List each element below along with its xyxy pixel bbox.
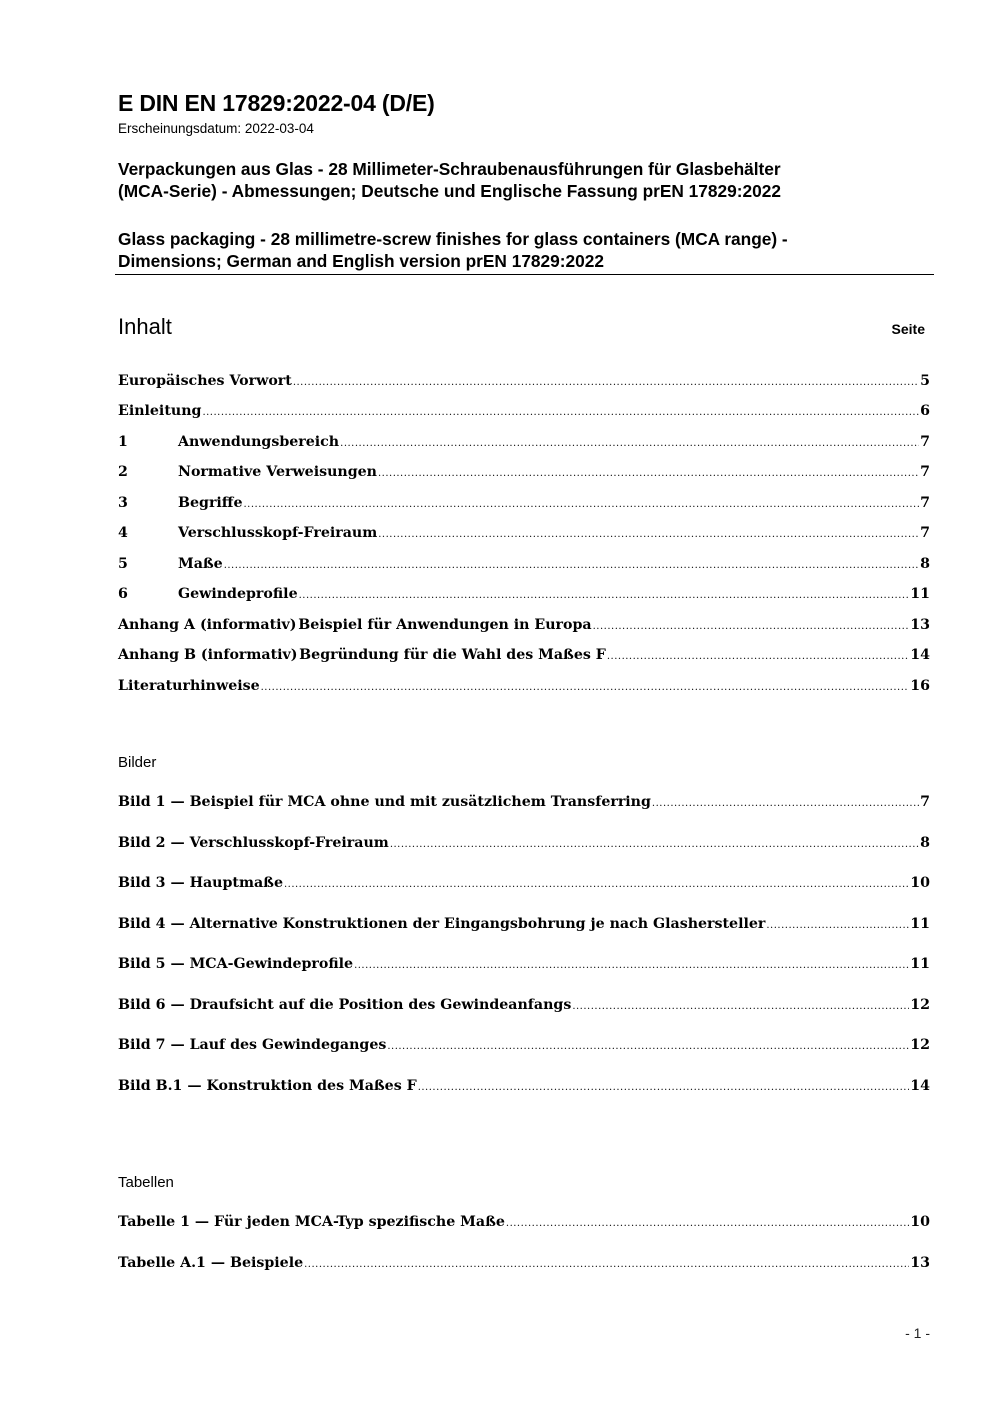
figure-entry[interactable] (118, 1035, 930, 1057)
toc-entry[interactable] (118, 401, 930, 423)
publication-date: Erscheinungsdatum: 2022-03-04 (118, 121, 314, 136)
toc-entry-page: 7 (920, 495, 930, 511)
figure-entry-label: Bild 2 — Verschlusskopf-Freiraum (118, 835, 389, 851)
figure-entry[interactable] (118, 1076, 930, 1098)
toc-entry-page: 7 (920, 525, 930, 541)
toc-entry-label: Maße (178, 556, 223, 572)
toc-entry[interactable] (118, 554, 930, 576)
toc-leader (224, 556, 919, 576)
figure-entry-page: 7 (920, 794, 930, 810)
toc-entry-label: Verschlusskopf-Freiraum (178, 525, 378, 541)
toc-entry[interactable] (118, 462, 930, 484)
toc-entry-label: Einleitung (118, 403, 202, 419)
toc-entry[interactable] (118, 523, 930, 545)
table-entry-page: 10 (910, 1214, 930, 1230)
header-divider (115, 274, 934, 275)
toc-leader (572, 997, 909, 1017)
page-column-label: Seite (891, 321, 925, 337)
title-english-line-1: Glass packaging - 28 millimetre-screw finishes for glass containers (MCA range) - (118, 229, 788, 249)
toc-entry-page: 7 (920, 434, 930, 450)
figure-entry-label: Bild 3 — Hauptmaße (118, 875, 283, 891)
toc-entry-label: Begriffe (178, 495, 243, 511)
tables-heading: Tabellen (118, 1174, 174, 1191)
toc-leader (506, 1214, 909, 1234)
toc-leader (607, 647, 909, 667)
toc-entry[interactable] (118, 615, 930, 637)
toc-leader (418, 1078, 910, 1098)
figure-entry-label: Bild 5 — MCA-Gewindeprofile (118, 956, 354, 972)
toc-entry-annex: Anhang B (informativ) (118, 647, 298, 663)
toc-entry-number: 5 (118, 556, 128, 572)
page-number: - 1 - (905, 1325, 930, 1341)
toc-entry-page: 13 (910, 617, 930, 633)
toc-entry[interactable] (118, 645, 930, 667)
figure-entry[interactable] (118, 914, 930, 936)
toc-entry[interactable] (118, 676, 930, 698)
table-entry-label: Tabelle 1 — Für jeden MCA-Typ spezifische Maße (118, 1214, 505, 1230)
toc-entry-label: Beispiel für Anwendungen in Europa (298, 617, 592, 633)
toc-leader (299, 586, 910, 606)
figure-entry[interactable] (118, 792, 930, 814)
toc-entry-page: 5 (920, 373, 930, 389)
figure-entry-label: Bild B.1 — Konstruktion des Maßes F (118, 1078, 417, 1094)
table-entry-page: 13 (910, 1255, 930, 1271)
toc-heading: Inhalt (118, 314, 172, 339)
toc-entry-label: Literaturhinweise (118, 678, 260, 694)
toc-leader (652, 794, 919, 814)
toc-entry-page: 14 (910, 647, 930, 663)
title-german-line-1: Verpackungen aus Glas - 28 Millimeter-Schraubenausführungen für Glasbehälter (118, 159, 781, 179)
table-entry[interactable] (118, 1253, 930, 1275)
toc-entry-annex: Anhang A (informativ) (118, 617, 297, 633)
figure-entry-page: 12 (910, 1037, 930, 1053)
figure-entry-page: 12 (910, 997, 930, 1013)
toc-entry-label: Anwendungsbereich (178, 434, 340, 450)
figure-entry[interactable] (118, 833, 930, 855)
figure-entry[interactable] (118, 873, 930, 895)
document-number: E DIN EN 17829:2022-04 (D/E) (118, 90, 435, 116)
toc-leader (354, 956, 909, 976)
toc-leader (390, 835, 919, 855)
toc-leader (766, 916, 909, 936)
figures-heading: Bilder (118, 754, 157, 771)
toc-leader (304, 1255, 909, 1275)
toc-entry-page: 7 (920, 464, 930, 480)
figure-entry-label: Bild 6 — Draufsicht auf die Position des Gewindeanfangs (118, 997, 572, 1013)
toc-leader (340, 434, 919, 454)
toc-entry[interactable] (118, 584, 930, 606)
toc-entry-number: 4 (118, 525, 128, 541)
toc-leader (378, 464, 919, 484)
toc-entry[interactable] (118, 432, 930, 454)
table-entry[interactable] (118, 1212, 930, 1234)
toc-entry-label: Gewindeprofile (178, 586, 298, 602)
toc-entry-page: 16 (910, 678, 930, 694)
figure-entry-label: Bild 7 — Lauf des Gewindeganges (118, 1037, 387, 1053)
toc-leader (378, 525, 919, 545)
toc-leader (243, 495, 919, 515)
title-english-line-2: Dimensions; German and English version prEN 17829:2022 (118, 251, 604, 271)
toc-entry-number: 3 (118, 495, 128, 511)
toc-entry-page: 11 (910, 586, 930, 602)
title-german-line-2: (MCA-Serie) - Abmessungen; Deutsche und Englische Fassung prEN 17829:2022 (118, 181, 781, 201)
table-entry-label: Tabelle A.1 — Beispiele (118, 1255, 304, 1271)
figure-entry-page: 8 (920, 835, 930, 851)
toc-leader (202, 403, 919, 423)
figure-entry-page: 11 (910, 956, 930, 972)
toc-entry-number: 2 (118, 464, 128, 480)
toc-leader (284, 875, 909, 895)
toc-entry-label: Europäisches Vorwort (118, 373, 292, 389)
toc-entry-page: 8 (920, 556, 930, 572)
figure-entry-page: 10 (910, 875, 930, 891)
toc-entry-number: 1 (118, 434, 128, 450)
toc-entry-page: 6 (920, 403, 930, 419)
title-english (118, 228, 918, 272)
title-german (118, 158, 918, 202)
figure-entry-page: 11 (910, 916, 930, 932)
toc-entry[interactable] (118, 493, 930, 515)
toc-leader (293, 373, 919, 393)
toc-leader (261, 678, 910, 698)
toc-entry-number: 6 (118, 586, 128, 602)
figure-entry-label: Bild 1 — Beispiel für MCA ohne und mit zusätzlichem Transferring (118, 794, 651, 810)
toc-entry-label: Begründung für die Wahl des Maßes F (299, 647, 606, 663)
figure-entry[interactable] (118, 995, 930, 1017)
toc-leader (387, 1037, 909, 1057)
figure-entry-page: 14 (910, 1078, 930, 1094)
toc-leader (593, 617, 910, 637)
figure-entry-label: Bild 4 — Alternative Konstruktionen der Eingangsbohrung je nach Glashersteller (118, 916, 766, 932)
toc-entry[interactable] (118, 371, 930, 393)
figure-entry[interactable] (118, 954, 930, 976)
toc-entry-label: Normative Verweisungen (178, 464, 377, 480)
